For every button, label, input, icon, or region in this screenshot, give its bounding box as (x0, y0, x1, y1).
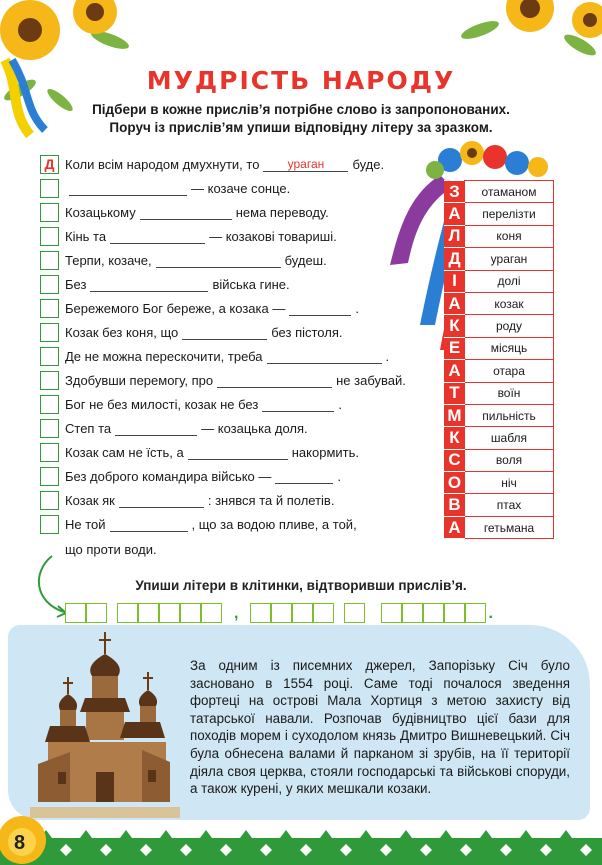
word-bank-row (445, 225, 554, 247)
history-text: За одним із писемних джерел, Запорізьку Січ було засновано в 1554 році. Саме тоді почалося зведення фортеці на острові Мала Хортиця з метою захисту від татарської навали. Розпочав будівництво цієї бази для походів морем і суходолом князь Дмитро Вишневецький. Січ була обнесена валами й парканом зі зрубів, на її території діяла своя церква, стояли господарські та військові споруди, а також курені, у яких мешкали козаки. (190, 658, 570, 797)
page-title: МУДРІСТЬ НАРОДУ (146, 66, 456, 95)
answer-blank[interactable] (188, 445, 288, 460)
proverb-text-start: Здобувши перемогу, про (65, 372, 214, 388)
answer-blank[interactable] (90, 277, 208, 292)
answer-letter-cell[interactable] (40, 323, 59, 342)
word-letter: В (445, 494, 465, 516)
proverb-row (40, 249, 327, 271)
word-letter: Л (445, 225, 465, 247)
proverb-text-end: накормить. (291, 444, 359, 460)
word-bank-row (445, 337, 554, 359)
answer-letter-cell[interactable] (40, 443, 59, 462)
word-letter: Е (445, 337, 465, 359)
proverb-row (40, 153, 384, 175)
answer-blank[interactable] (69, 181, 187, 196)
answer-letter-cell[interactable] (40, 275, 59, 294)
answer-word-group (250, 603, 334, 623)
word-bank-row (445, 292, 554, 314)
word-letter: К (445, 427, 465, 449)
answer-blank[interactable] (119, 493, 204, 508)
proverb-text-start: Терпи, козаче, (65, 252, 152, 268)
word-option: долі (465, 270, 554, 292)
word-letter: А (445, 360, 465, 382)
word-letter: К (445, 315, 465, 337)
proverb-text-start: Кінь та (65, 228, 107, 244)
answer-word-group (381, 603, 486, 623)
word-letter: А (445, 203, 465, 225)
proverb-row (40, 321, 342, 343)
word-bank-row (445, 270, 554, 292)
answer-letter-cell[interactable] (40, 419, 59, 438)
word-letter: І (445, 270, 465, 292)
task2-instruction: Упиши літери в клітинки, відтворивши прислів’я. (135, 578, 467, 593)
answer-letter-box[interactable] (250, 603, 271, 623)
proverb-text-end: нема переводу. (235, 204, 329, 220)
answer-letter-cell[interactable] (40, 515, 59, 534)
word-letter: С (445, 449, 465, 471)
proverb-row (40, 225, 337, 247)
proverb-row (40, 345, 389, 367)
proverb-text-start: Де не можна перескочити, треба (65, 348, 263, 364)
answer-blank[interactable] (289, 301, 351, 316)
answer-blank[interactable] (110, 517, 188, 532)
word-bank-row (445, 516, 554, 538)
answer-blank[interactable] (262, 397, 334, 412)
answer-blank[interactable] (275, 469, 333, 484)
answer-blank[interactable] (156, 253, 281, 268)
proverb-row (40, 201, 329, 223)
proverb-row (40, 441, 359, 463)
word-letter: З (445, 181, 465, 203)
proverb-text-end: : знявся та й полетів. (207, 492, 335, 508)
proverb-text-end: буде. (352, 156, 385, 172)
word-option: воля (465, 449, 554, 471)
word-bank-row (445, 248, 554, 270)
word-bank-row (445, 494, 554, 516)
answer-blank[interactable] (182, 325, 267, 340)
word-option: гетьмана (465, 516, 554, 538)
word-bank-row (445, 449, 554, 471)
answer-letter-box[interactable] (138, 603, 159, 623)
proverb-row (40, 489, 334, 511)
proverb-text-end: , що за водою пливе, а той, (191, 516, 357, 532)
proverb-text-end: — козацька доля. (201, 420, 308, 436)
word-option: шабля (465, 427, 554, 449)
answer-letter-cell[interactable] (40, 299, 59, 318)
word-option: птах (465, 494, 554, 516)
word-bank-row (445, 181, 554, 203)
word-bank-table (444, 180, 554, 539)
answer-letter-box[interactable] (86, 603, 107, 623)
word-option: місяць (465, 337, 554, 359)
answer-letter-cell[interactable] (40, 203, 59, 222)
answer-letter-cell[interactable] (40, 347, 59, 366)
word-option: пильність (465, 404, 554, 426)
answer-letter-cell[interactable] (40, 371, 59, 390)
page-number: 8 (14, 832, 26, 854)
word-letter: Т (445, 382, 465, 404)
word-letter: Д (445, 248, 465, 270)
proverb-text-end: . (338, 396, 342, 412)
sunflower-decoration-top-right (440, 0, 602, 60)
proverb-text-start: Козак сам не їсть, а (65, 444, 184, 460)
proverb-row (40, 297, 359, 319)
word-option: отара (465, 360, 554, 382)
answer-letter-cell[interactable] (40, 179, 59, 198)
proverb-text-end: — козаче сонце. (191, 180, 291, 196)
answer-letter-box[interactable] (423, 603, 444, 623)
proverb-text-start: Без (65, 276, 87, 292)
answer-letter-box[interactable] (180, 603, 201, 623)
answer-letter-box[interactable] (159, 603, 180, 623)
answer-letter-cell[interactable] (40, 227, 59, 246)
answer-letter-box[interactable] (465, 603, 486, 623)
word-option: воїн (465, 382, 554, 404)
answer-letter-box[interactable] (444, 603, 465, 623)
answer-word-group (344, 603, 365, 623)
answer-blank[interactable] (267, 349, 382, 364)
word-option: ураган (465, 248, 554, 270)
answer-letter-cell[interactable]: Д (40, 155, 59, 174)
answer-punctuation: , (234, 605, 239, 622)
proverb-text-start: Козак як (65, 492, 115, 508)
answer-letter-cell[interactable] (40, 395, 59, 414)
proverb-text-end: . (385, 348, 390, 364)
answer-letter-box[interactable] (201, 603, 222, 623)
word-option: ніч (465, 472, 554, 494)
word-option: козак (465, 292, 554, 314)
proverb-text-start: Бережемого Бог береже, а козака — (65, 300, 286, 316)
answer-letter-box[interactable] (292, 603, 313, 623)
word-letter: М (445, 404, 465, 426)
proverb-continuation: що проти води. (65, 542, 157, 557)
word-letter: А (445, 516, 465, 538)
proverb-text-end: без пістоля. (271, 324, 343, 340)
answer-letter-box[interactable] (117, 603, 138, 623)
answer-blank[interactable] (140, 205, 232, 220)
answer-boxes-row (65, 603, 505, 623)
proverb-text-end: . (337, 468, 342, 484)
word-bank-row (445, 360, 554, 382)
answer-letter-box[interactable] (65, 603, 86, 623)
answer-letter-box[interactable] (402, 603, 423, 623)
instruction-line-2: Поруч із прислів’ям упиши відповідну літеру за зразком. (109, 120, 493, 135)
word-option: отаманом (465, 181, 554, 203)
proverb-text-end: . (355, 300, 359, 316)
embroidery-ornament-border (0, 828, 602, 865)
answer-blank[interactable] (110, 229, 205, 244)
word-letter: А (445, 292, 465, 314)
proverb-row (40, 273, 290, 295)
word-option: роду (465, 315, 554, 337)
proverb-row (40, 513, 357, 535)
word-letter: О (445, 472, 465, 494)
word-bank-row (445, 203, 554, 225)
answer-word-group (65, 603, 107, 623)
word-bank-row (445, 427, 554, 449)
proverb-row (40, 465, 341, 487)
word-bank-row (445, 404, 554, 426)
word-bank-row (445, 382, 554, 404)
word-bank-row (445, 472, 554, 494)
proverb-text-start: Коли всім народом дмухнути, то (65, 156, 260, 172)
proverb-text-start: Не той (65, 516, 106, 532)
answer-punctuation: . (488, 605, 493, 622)
answer-word-group (117, 603, 222, 623)
proverb-text-start: Козацькому (65, 204, 136, 220)
answer-blank[interactable] (115, 421, 197, 436)
answer-letter-cell[interactable] (40, 467, 59, 486)
answer-letter-box[interactable] (381, 603, 402, 623)
proverb-text-end: війська гине. (212, 276, 290, 292)
proverb-row (40, 417, 308, 439)
word-bank-row (445, 315, 554, 337)
answer-letter-box[interactable] (344, 603, 365, 623)
proverb-text-start: Бог не без милості, козак не без (65, 396, 259, 412)
proverb-text-start: Без доброго командира військо — (65, 468, 272, 484)
word-option: коня (465, 225, 554, 247)
proverb-text-start: Козак без коня, що (65, 324, 179, 340)
proverb-text-start: Степ та (65, 420, 112, 436)
answer-blank[interactable]: ураган (263, 157, 348, 172)
answer-blank[interactable] (217, 373, 332, 388)
proverb-row (40, 369, 406, 391)
answer-letter-box[interactable] (313, 603, 334, 623)
proverb-text-end: — козакові товариші. (209, 228, 337, 244)
instruction-line-1: Підбери в кожне прислів’я потрібне слово із запропонованих. (92, 102, 510, 117)
answer-letter-cell[interactable] (40, 251, 59, 270)
wooden-church-illustration (30, 632, 180, 822)
word-option: перелізти (465, 203, 554, 225)
answer-letter-box[interactable] (271, 603, 292, 623)
answer-letter-cell[interactable] (40, 491, 59, 510)
proverb-row (40, 393, 342, 415)
proverb-text-end: не забувай. (336, 372, 406, 388)
proverb-row (40, 177, 290, 199)
proverb-text-end: будеш. (284, 252, 327, 268)
